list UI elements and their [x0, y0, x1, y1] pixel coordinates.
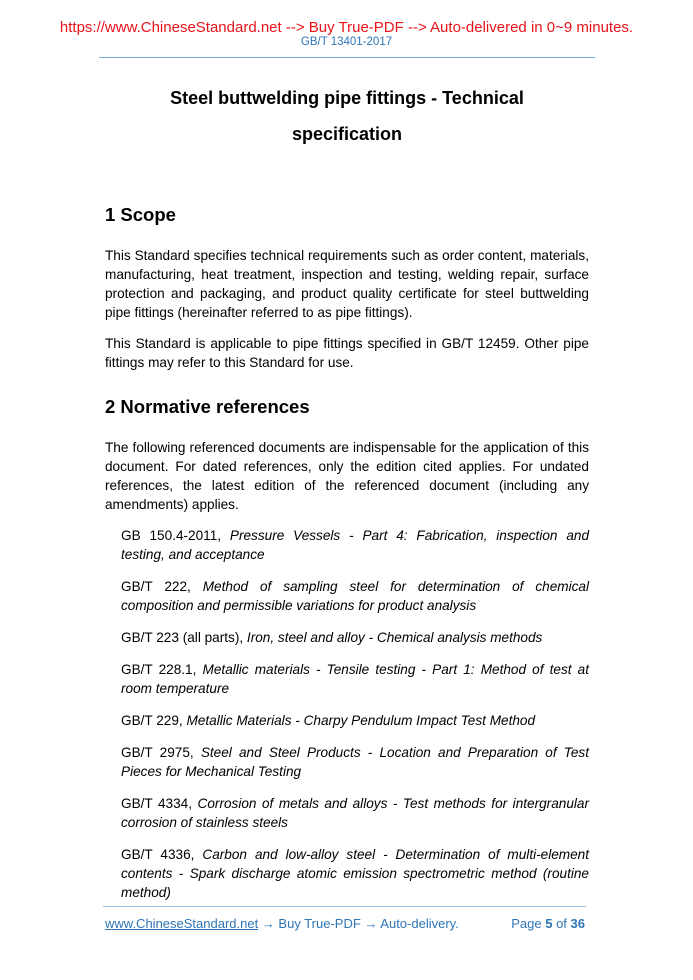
- reference-code: GB/T 229,: [121, 713, 187, 728]
- page-label: Page: [511, 916, 546, 931]
- footer-divider: [103, 906, 586, 907]
- title-line-2: specification: [291, 124, 403, 144]
- reference-code: GB/T 223 (all parts),: [121, 630, 247, 645]
- reference-code: GB/T 4336,: [121, 847, 203, 862]
- reference-item: [121, 711, 589, 730]
- scope-paragraph-2: This Standard is applicable to pipe fittings specified in GB/T 12459. Other pipe fittings may refer to this Standard for use.: [105, 336, 589, 370]
- reference-title: Metallic materials - Tensile testing - Part 1: Method of test at room temperature: [121, 662, 590, 696]
- footer-link[interactable]: www.ChineseStandard.net: [105, 916, 259, 931]
- reference-item: [121, 743, 589, 781]
- reference-list: [105, 526, 589, 902]
- doc-code: GB/T 13401-2017: [300, 36, 393, 48]
- page-number: 5: [545, 916, 553, 931]
- footer-tail: → Buy True-PDF → Auto-delivery.: [258, 916, 459, 931]
- reference-title: Metallic Materials - Charpy Pendulum Impact Test Method: [186, 713, 536, 728]
- reference-code: GB 150.4-2011,: [121, 528, 230, 543]
- page-indicator: [511, 916, 585, 931]
- scope-paragraph-1: This Standard specifies technical requirements such as order content, materials, manufacturing, heat treatment, inspection and testing, welding repair, surface protection and packaging, and product quality certificate for steel buttwelding pipe fittings (hereinafter referred to as pipe fittings).: [105, 248, 589, 320]
- footer: [105, 916, 585, 931]
- reference-title: Method of sampling steel for determination of chemical composition and permissible variations for product analysis: [121, 579, 589, 613]
- reference-item: [121, 526, 589, 564]
- promo-link[interactable]: https://www.ChineseStandard.net --> Buy True-PDF --> Auto-delivered in 0~9 minutes.: [59, 19, 634, 36]
- reference-title: Steel and Steel Products - Location and Preparation of Test Pieces for Mechanical Testing: [121, 745, 589, 779]
- section-heading-scope: 1 Scope: [105, 204, 176, 225]
- section-heading-normative: 2 Normative references: [105, 396, 310, 417]
- reference-item: [121, 660, 589, 698]
- document-title: [99, 80, 595, 152]
- reference-code: GB/T 2975,: [121, 745, 201, 760]
- reference-code: GB/T 4334,: [121, 796, 198, 811]
- reference-item: [121, 845, 589, 902]
- document-body: [105, 202, 589, 915]
- reference-title: Carbon and low-alloy steel - Determination of multi-element contents - Spark discharge atomic emission spectrometric method (routine method): [121, 847, 590, 900]
- reference-code: GB/T 228.1,: [121, 662, 203, 677]
- reference-item: [121, 577, 589, 615]
- reference-title: Iron, steel and alloy - Chemical analysis methods: [246, 630, 543, 645]
- of-label: of: [552, 916, 571, 931]
- reference-item: [121, 794, 589, 832]
- header-divider: [99, 57, 595, 58]
- reference-code: GB/T 222,: [121, 579, 203, 594]
- normative-intro: The following referenced documents are indispensable for the application of this document. For dated references, only the edition cited applies. For undated references, the latest edition of the referenced document (including any amendments) applies.: [105, 440, 589, 512]
- reference-title: Corrosion of metals and alloys - Test methods for intergranular corrosion of stainless steels: [121, 796, 589, 830]
- page-total: 36: [570, 916, 585, 931]
- reference-title: Pressure Vessels - Part 4: Fabrication, inspection and testing, and acceptance: [121, 528, 589, 562]
- title-line-1: Steel buttwelding pipe fittings - Technical: [170, 88, 524, 108]
- reference-item: [121, 628, 589, 647]
